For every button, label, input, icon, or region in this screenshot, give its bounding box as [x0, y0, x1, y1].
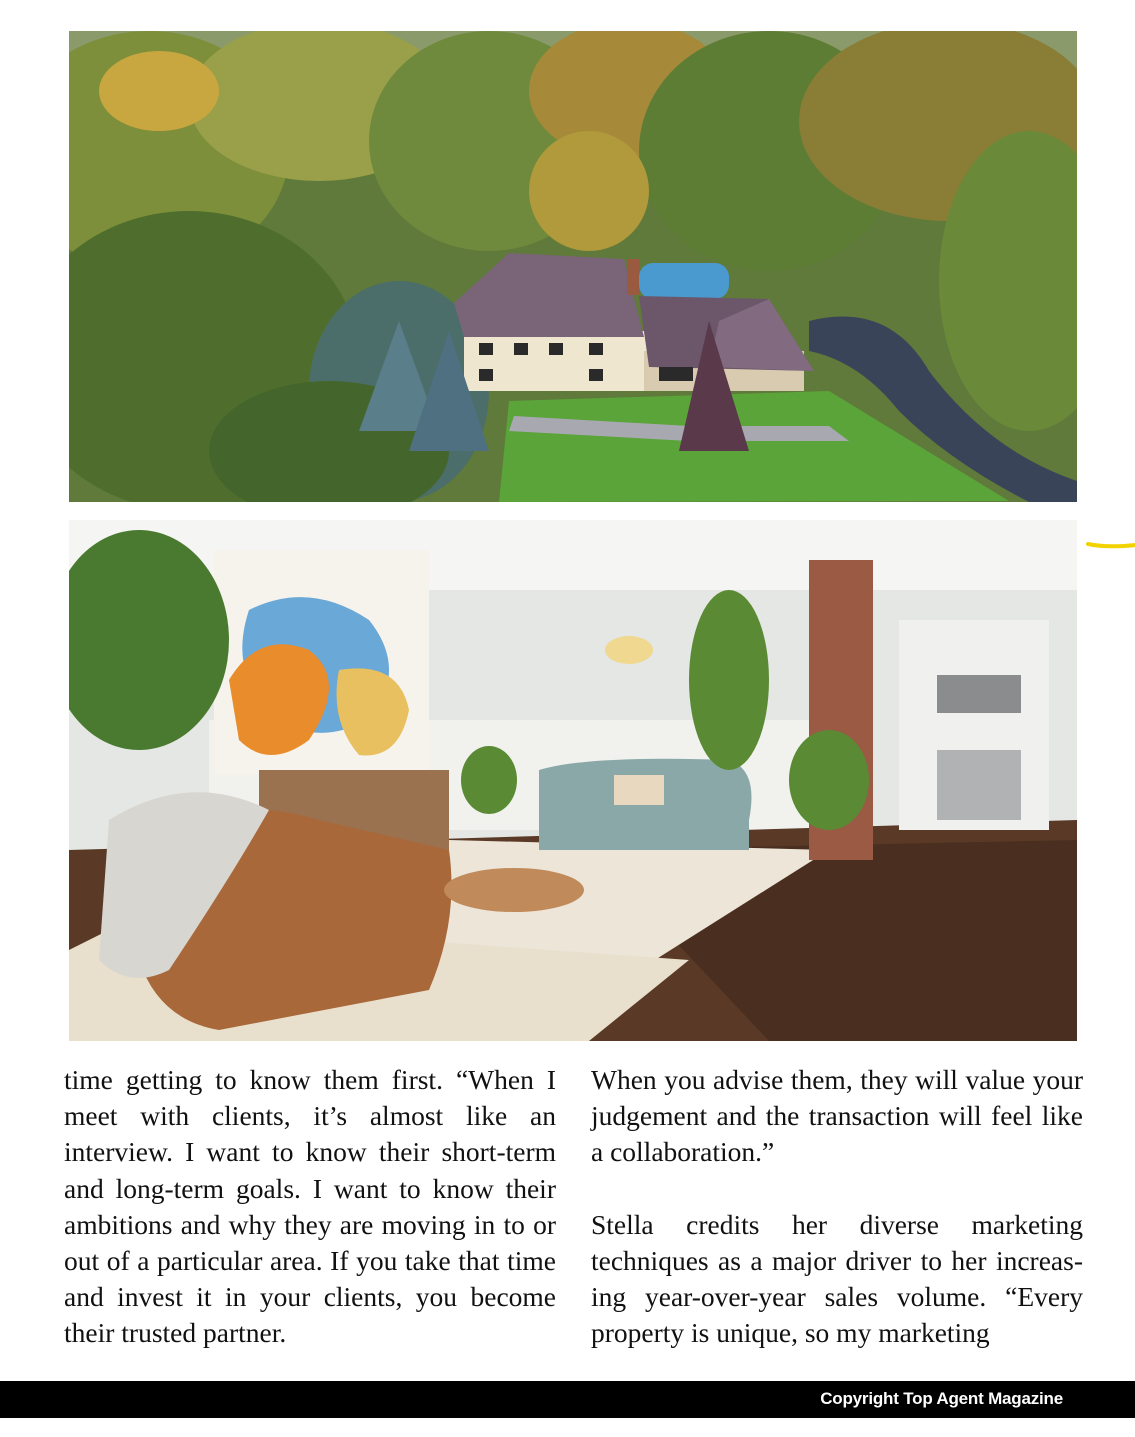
yellow-highlight-mark: [1086, 536, 1135, 554]
article-paragraph: When you advise them, they will value your judgement and the transaction will feel like a collaboration.”: [591, 1064, 1083, 1168]
article-column-left: [64, 1062, 556, 1352]
aerial-house-photo: [69, 31, 1077, 502]
living-room-photo: [69, 520, 1077, 1041]
article-paragraph: time getting to know them first. “When I meet with clients, it’s almost like an interview. I want to know their short-term and long-term goals. I want to know their ambitions and why they are moving in to or out of a particular area. If you take that time and invest it in your clients, you become their trusted partner.: [64, 1064, 556, 1349]
footer-bar: [0, 1381, 1135, 1418]
copyright-text: Copyright Top Agent Magazine: [820, 1389, 1063, 1408]
article-paragraph: Stella credits her diverse marketing techniques as a major driver to her increasing year-over-year sales volume. “Every property is unique, so my marketing: [591, 1208, 1083, 1349]
article-column-right: [591, 1062, 1083, 1352]
